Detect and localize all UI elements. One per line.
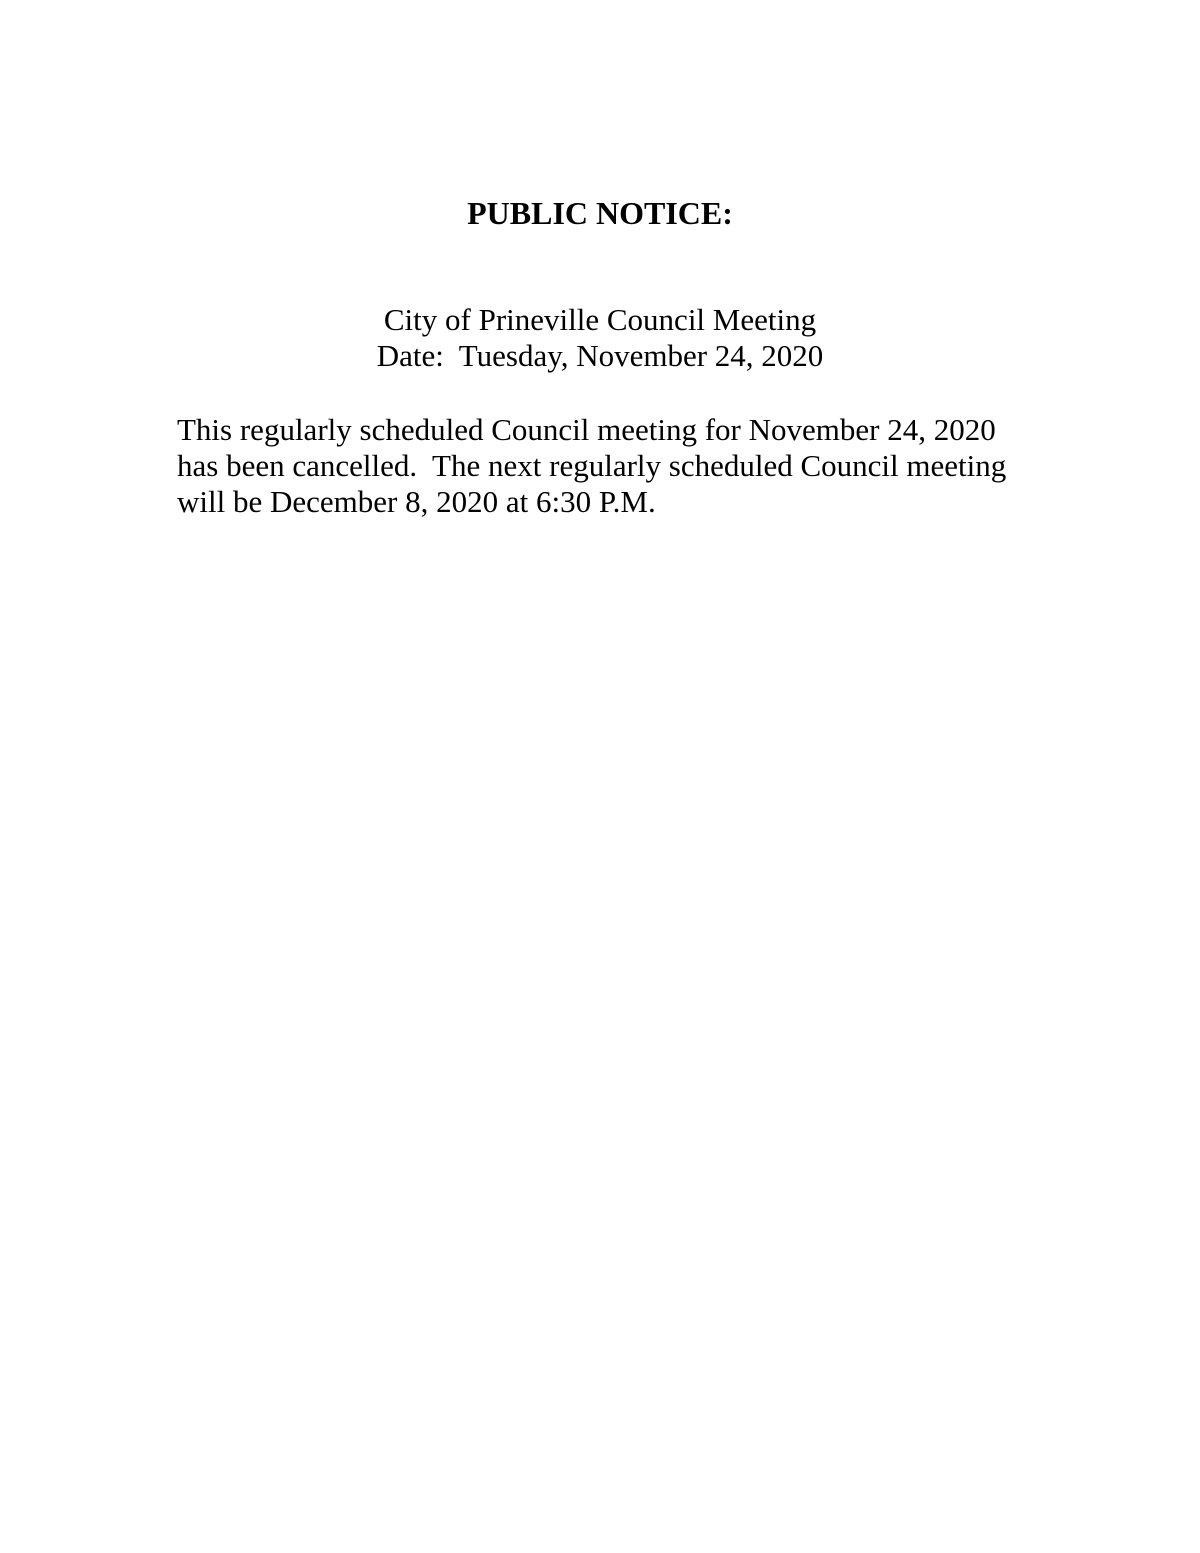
body-line: This regularly scheduled Council meeting for November 24, 2020 [177, 412, 996, 447]
notice-heading: PUBLIC NOTICE: [467, 195, 733, 231]
meeting-date: Date: Tuesday, November 24, 2020 [376, 338, 824, 373]
body-line: has been cancelled. The next regularly scheduled Council meeting [177, 448, 1007, 483]
notice-body [177, 412, 1077, 520]
meeting-info [0, 302, 1200, 374]
meeting-title: City of Prineville Council Meeting [383, 302, 817, 337]
body-line: will be December 8, 2020 at 6:30 P.M. [177, 484, 656, 519]
